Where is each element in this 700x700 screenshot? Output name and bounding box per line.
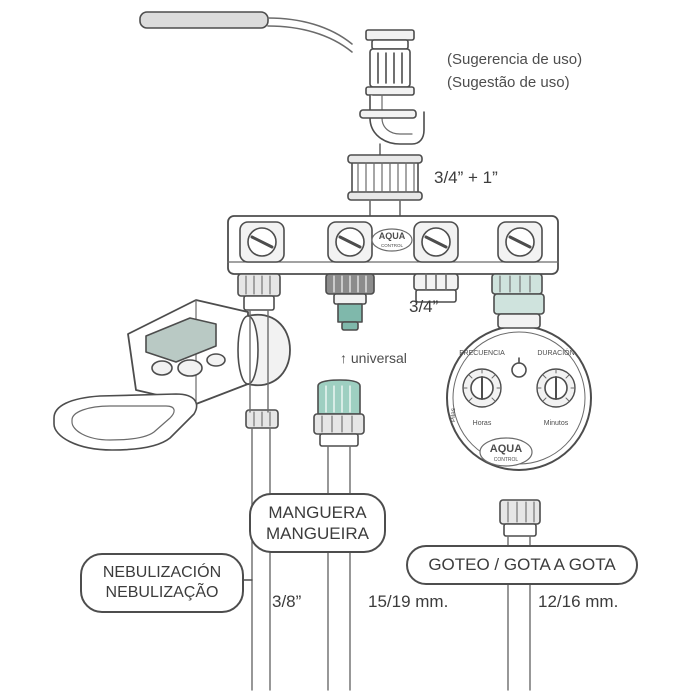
suggestion-label-pt: (Sugestão de uso) <box>447 74 570 91</box>
timer-label-frecuencia: FRECUENCIA <box>459 350 505 357</box>
top-hose-arm <box>140 12 352 52</box>
manifold-brand: AQUA <box>378 231 406 241</box>
suggestion-label-es: (Sugerencia de uso) <box>447 51 583 68</box>
callout-manguera-line2: MANGUEIRA <box>266 524 369 543</box>
timer-label-duracion: DURACIÓN <box>537 350 575 357</box>
mister-connector <box>314 380 364 446</box>
manifold-valve-1 <box>240 222 284 262</box>
faucet-connector <box>360 30 424 158</box>
manifold-outlet-4 <box>492 274 542 294</box>
callout-nebulizacion-line1: NEBULIZACIÓN <box>102 564 222 581</box>
timer-dial-left-sub: Horas <box>472 420 492 427</box>
rect-timer-unit <box>54 300 290 450</box>
timer-brand: AQUA <box>489 443 523 455</box>
manifold-valve-4 <box>498 222 542 262</box>
timer-side-text: Pilas <box>450 407 457 423</box>
threaded-nut-top <box>348 155 422 216</box>
manifold-outlet-2-universal <box>326 274 374 330</box>
pipe-manguera <box>328 446 350 690</box>
callout-nebulizacion <box>80 553 244 613</box>
manifold-brand-sub: CONTROL <box>380 243 404 248</box>
callout-goteo <box>406 545 638 585</box>
size-label-nebulizacion: 3/8” <box>272 592 302 611</box>
callout-manguera <box>249 493 386 553</box>
thread-size-top-label: 3/4” + 1” <box>434 168 498 187</box>
callout-goteo-line1: GOTEO / GOTA A GOTA <box>428 555 616 575</box>
thread-size-mid-label: 3/4” <box>409 297 439 316</box>
callout-nebulizacion-line2: NEBULIZAÇÃO <box>105 584 219 601</box>
callout-manguera-line1: MANGUERA <box>268 502 367 522</box>
pipe-nebulizacion <box>252 428 270 690</box>
universal-label: ↑ universal <box>340 350 407 366</box>
manifold-valve-3 <box>414 222 458 262</box>
timer-dial-right-sub: Minutos <box>543 420 569 427</box>
size-label-manguera: 15/19 mm. <box>368 592 449 611</box>
manifold-valve-2 <box>328 222 372 262</box>
timer-brand-sub: CONTROL <box>493 457 519 463</box>
round-timer-unit <box>447 294 591 536</box>
size-label-goteo: 12/16 mm. <box>538 592 619 611</box>
manifold-outlet-1 <box>238 274 280 310</box>
